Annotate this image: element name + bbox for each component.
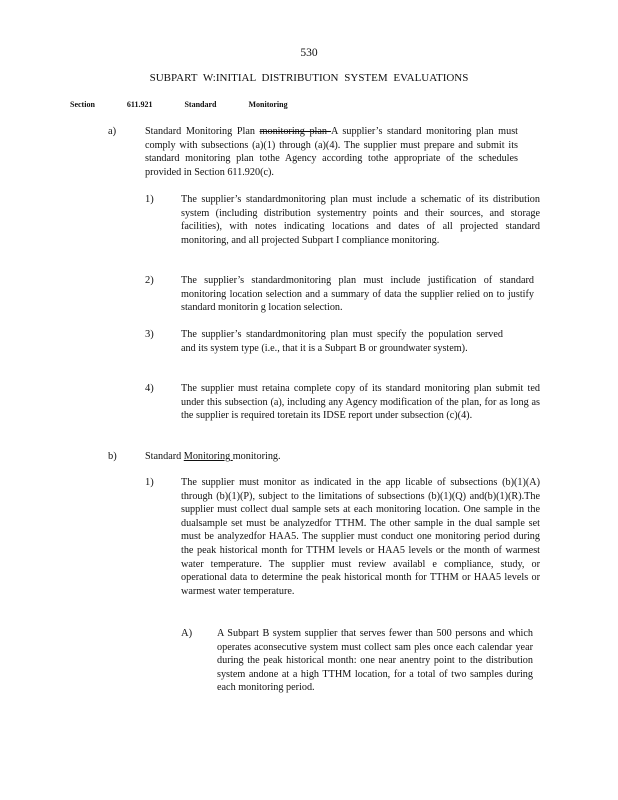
subsection-b-label: b): [108, 451, 117, 462]
subpart-heading: SUBPART W:INITIAL DISTRIBUTION SYSTEM EVALUATIONS: [149, 72, 469, 84]
section-header: [70, 100, 288, 109]
item-a4-label: 4): [145, 383, 154, 394]
section-title-1: Standard: [184, 100, 217, 109]
item-a2-label: 2): [145, 275, 154, 286]
item-a1-text: The supplier’s standardmonitoring plan must include a schematic of its distribution system (including distribution systementry points and their sources, and storage facilities), with notes indicating locations and dates of all projected standard monitoring, and all projected Subpart I compliance monitoring.: [181, 194, 540, 246]
section-word: Section: [70, 100, 95, 109]
page-number: 530: [300, 47, 318, 59]
item-a3-text: The supplier’s standardmonitoring plan must specify the population served and its system type (i.e., that it is a Subpart B or groundwater system).: [181, 329, 503, 354]
section-code: 611.921: [126, 100, 153, 109]
item-b1a-text: A Subpart B system supplier that serves fewer than 500 persons and which operates aconsecutive system must collect sam ples once each calendar year during the peak historical month: one near anentry point to the distribution system andone at a high TTHM location, for a total of two samples during each monitoring period.: [217, 628, 533, 694]
item-a1-label: 1): [145, 194, 154, 205]
subsection-b-underlined: Monitoring: [183, 451, 233, 462]
section-title-2: Monitoring: [248, 100, 288, 109]
subsection-b-heading-end: monitoring.: [232, 451, 281, 462]
subsection-a-struck-text: monitoring plan: [259, 126, 332, 137]
item-a4-text: The supplier must retaina complete copy of its standard monitoring plan submit ted under this subsection (a), including any Agency modification of the plan, for as long as the supplier is required toretain its IDSE report under subsection (c)(4).: [181, 383, 540, 422]
subsection-a-text: [145, 125, 518, 179]
subsection-a-label: a): [108, 126, 117, 137]
item-b1-label: 1): [145, 477, 154, 488]
subsection-b-heading-start: Standard: [145, 451, 184, 462]
item-a2-text: The supplier’s standardmonitoring plan must include justification of standard monitoring location selection and a summary of data the supplier relied on to justify standard monitorin g location selection.: [181, 275, 534, 314]
subsection-b-heading: [145, 450, 445, 464]
subsection-a-text-start: Standard Monitoring Plan: [145, 126, 260, 137]
item-b1a-label: A): [181, 628, 193, 639]
item-a3-label: 3): [145, 329, 154, 340]
item-b1-text: The supplier must monitor as indicated in the app licable of subsections (b)(1)(A) through (b)(1)(P), subject to the limitations of subsections (b)(1)(Q) and(b)(1)(R).The supplier must collect dual sample sets at each monitoring location. One sample in the dualsample set must be analyzedfor TTHM. The other sample in the dual sample set must be analyzedfor HAA5. The supplier must conduct one monitoring period during the peak historical month for TTHM levels or HAA5 levels or the month of warmest water temperature. The supplier must review availabl e compliance, study, or operational data to determine the peak historical month for TTHM or HAA5 levels or warmest water temperature.: [181, 477, 540, 597]
subsection-a-text-rest: A supplier’s standard monitoring plan must comply with subsections (a)(1) through (a)(4). The supplier must prepare and submit its standard monitoring plan tothe Agency according tothe appropriate of the schedules provided in Section 611.920(c).: [145, 126, 518, 178]
